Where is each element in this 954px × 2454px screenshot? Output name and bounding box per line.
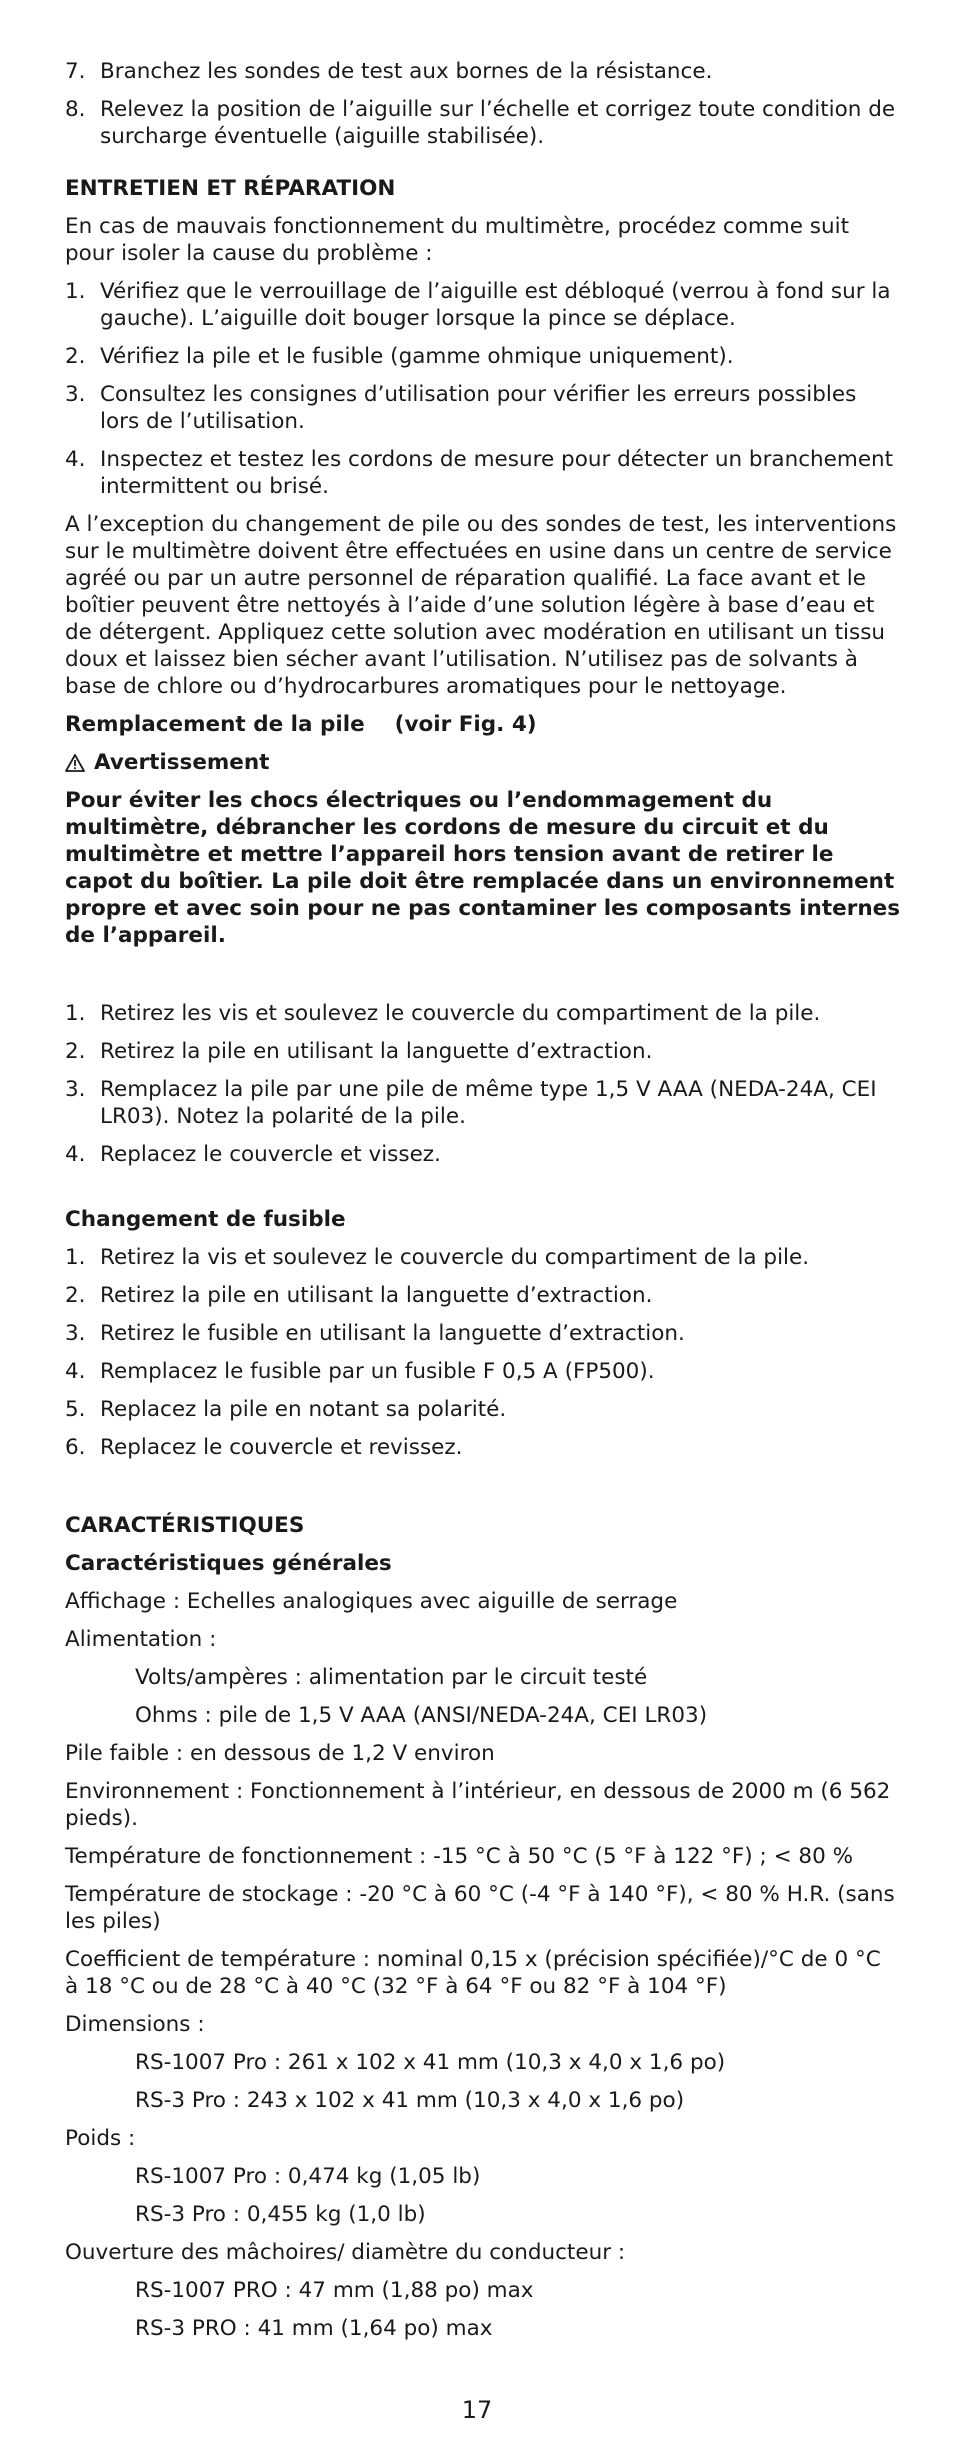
spec-power-label: Alimentation : bbox=[65, 1627, 217, 1652]
spec-dimension: RS-3 Pro : 243 x 102 x 41 mm (10,3 x 4,0 x 1,6 po) bbox=[135, 2088, 685, 2113]
list-item: 6. Replacez le couvercle et revissez. bbox=[65, 1435, 463, 1460]
maintenance-note: A l’exception du changement de pile ou des sondes de test, les interventions sur le multimètre doivent être effectuées en usine dans un centre de service agréé ou par un autre personnel de réparation qualifié. La face avant et le boîtier peuvent être nettoyés à l’aide d’une solution légère à base d’eau et de détergent. Appliquez cette solution avec modération en utilisant un tissu doux et laissez bien sécher avant l’utilisation. N’utilisez pas de solvants à base de chlore ou d’hydrocarbures aromatiques pour le nettoyage. bbox=[65, 512, 897, 699]
spec-jaw-label: Ouverture des mâchoires/ diamètre du conducteur : bbox=[65, 2240, 626, 2265]
spec-display: Affichage : Echelles analogiques avec aiguille de serrage bbox=[65, 1589, 678, 1614]
spec-weight: RS-3 Pro : 0,455 kg (1,0 lb) bbox=[135, 2202, 426, 2227]
page-number: 17 bbox=[461, 2396, 493, 2424]
spec-dimension: RS-1007 Pro : 261 x 102 x 41 mm (10,3 x 4,0 x 1,6 po) bbox=[135, 2050, 726, 2075]
list-item: 1. Retirez la vis et soulevez le couvercle du compartiment de la pile. bbox=[65, 1245, 810, 1270]
spec-jaw: RS-3 PRO : 41 mm (1,64 po) max bbox=[135, 2316, 493, 2341]
list-item: 5. Replacez la pile en notant sa polarité. bbox=[65, 1397, 507, 1422]
list-item: 2. Vérifiez la pile et le fusible (gamme ohmique uniquement). bbox=[65, 344, 734, 369]
list-item: 2. Retirez la pile en utilisant la languette d’extraction. bbox=[65, 1039, 653, 1064]
specs-heading: CARACTÉRISTIQUES bbox=[65, 1513, 305, 1538]
list-item: 8. Relevez la position de l’aiguille sur l’échelle et corrigez toute condition de surcharge éventuelle (aiguille stabilisée). bbox=[65, 97, 896, 149]
spec-storage-temp: Température de stockage : -20 °C à 60 °C (-4 °F à 140 °F), < 80 % H.R. (sans les piles) bbox=[65, 1882, 895, 1934]
maintenance-intro: En cas de mauvais fonctionnement du multimètre, procédez comme suit pour isoler la cause du problème : bbox=[65, 214, 849, 266]
spec-jaw: RS-1007 PRO : 47 mm (1,88 po) max bbox=[135, 2278, 534, 2303]
specs-subheading: Caractéristiques générales bbox=[65, 1551, 392, 1576]
list-item: 3. Remplacez la pile par une pile de même type 1,5 V AAA (NEDA-24A, CEI LR03). Notez la polarité de la pile. bbox=[65, 1077, 877, 1129]
spec-dimensions-label: Dimensions : bbox=[65, 2012, 205, 2037]
spec-operating-temp: Température de fonctionnement : -15 °C à 50 °C (5 °F à 122 °F) ; < 80 % bbox=[65, 1844, 854, 1869]
spec-power-volts: Volts/ampères : alimentation par le circuit testé bbox=[135, 1665, 648, 1690]
spec-low-battery: Pile faible : en dessous de 1,2 V environ bbox=[65, 1741, 495, 1766]
list-item: 4. Remplacez le fusible par un fusible F 0,5 A (FP500). bbox=[65, 1359, 655, 1384]
battery-heading: Remplacement de la pile (voir Fig. 4) bbox=[65, 712, 537, 737]
list-item: 1. Vérifiez que le verrouillage de l’aiguille est débloqué (verrou à fond sur la gauche). L’aiguille doit bouger lorsque la pince se déplace. bbox=[65, 279, 891, 331]
spec-weight: RS-1007 Pro : 0,474 kg (1,05 lb) bbox=[135, 2164, 481, 2189]
list-item: 7. Branchez les sondes de test aux bornes de la résistance. bbox=[65, 59, 713, 84]
spec-environment: Environnement : Fonctionnement à l’intérieur, en dessous de 2000 m (6 562 pieds). bbox=[65, 1779, 891, 1831]
document-page bbox=[65, 58, 900, 2353]
list-item: 2. Retirez la pile en utilisant la languette d’extraction. bbox=[65, 1283, 653, 1308]
warning-icon bbox=[65, 754, 85, 772]
spec-weight-label: Poids : bbox=[65, 2126, 136, 2151]
list-item: 4. Inspectez et testez les cordons de mesure pour détecter un branchement intermittent ou brisé. bbox=[65, 447, 894, 499]
list-item: 3. Retirez le fusible en utilisant la languette d’extraction. bbox=[65, 1321, 685, 1346]
fuse-heading: Changement de fusible bbox=[65, 1207, 346, 1232]
list-item: 1. Retirez les vis et soulevez le couvercle du compartiment de la pile. bbox=[65, 1001, 821, 1026]
spec-temp-coefficient: Coefficient de température : nominal 0,15 x (précision spécifiée)/°C de 0 °C à 18 °C ou de 28 °C à 40 °C (32 °F à 64 °F ou 82 °F à 104 °F) bbox=[65, 1947, 881, 1999]
list-item: 4. Replacez le couvercle et vissez. bbox=[65, 1142, 441, 1167]
list-item: 3. Consultez les consignes d’utilisation pour vérifier les erreurs possibles lors de l’utilisation. bbox=[65, 382, 857, 434]
spec-power-ohms: Ohms : pile de 1,5 V AAA (ANSI/NEDA-24A, CEI LR03) bbox=[135, 1703, 708, 1728]
warning-text: Pour éviter les chocs électriques ou l’endommagement du multimètre, débrancher les cordons de mesure du circuit et du multimètre et mettre l’appareil hors tension avant de retirer le capot du boîtier. La pile doit être remplacée dans un environnement propre et avec soin pour ne pas contaminer les composants internes de l’appareil. bbox=[65, 788, 901, 948]
warning-title: Avertissement bbox=[65, 749, 900, 776]
maintenance-heading: ENTRETIEN ET RÉPARATION bbox=[65, 176, 396, 201]
